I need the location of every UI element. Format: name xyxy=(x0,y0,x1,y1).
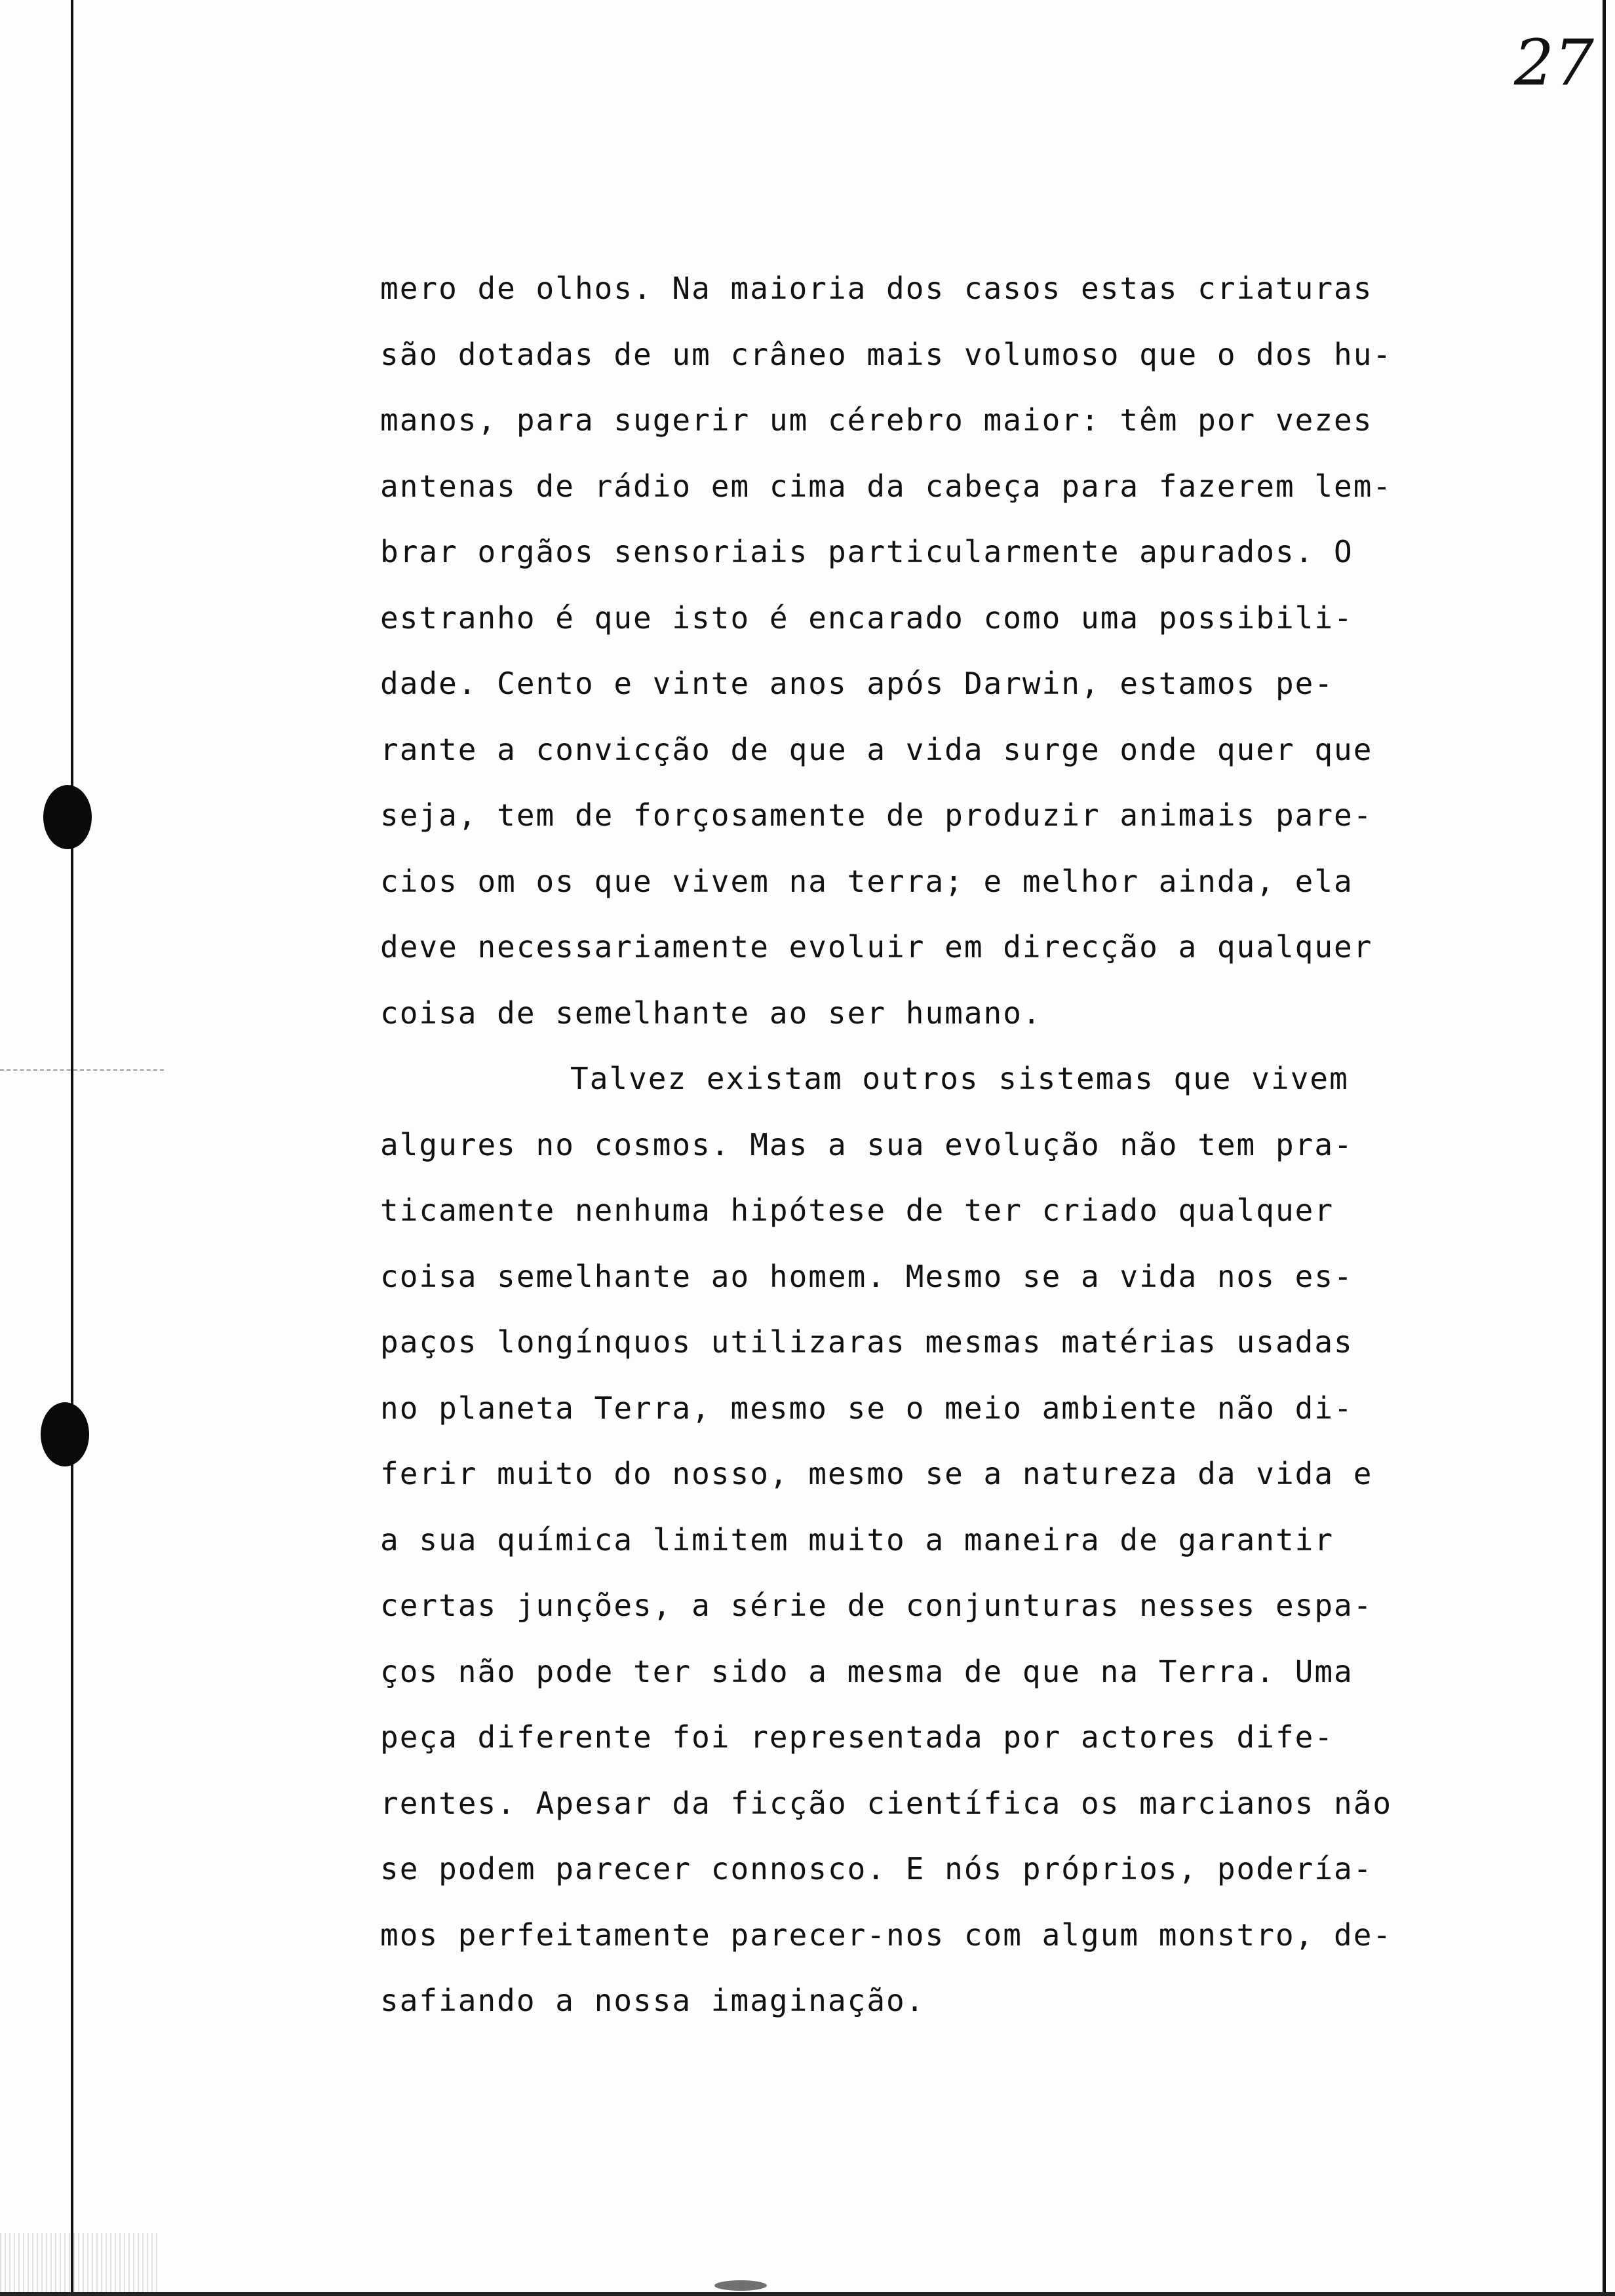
text-line: rante a convicção de que a vida surge onde quer que xyxy=(380,731,1373,767)
text-line: a sua química limitem muito a maneira de garantir xyxy=(380,1521,1334,1558)
punch-hole-top xyxy=(43,785,92,849)
text-line: certas junções, a série de conjunturas nesses espa- xyxy=(380,1588,1373,1623)
text-line: paços longínquos utilizaras mesmas matérias usadas xyxy=(380,1324,1353,1360)
text-line: coisa de semelhante ao ser humano. xyxy=(380,995,1042,1031)
text-line: no planeta Terra, mesmo se o meio ambiente não di- xyxy=(380,1390,1353,1426)
scan-bottom-edge xyxy=(0,2292,1615,2296)
scan-right-edge xyxy=(1603,0,1606,2296)
text-line: rentes. Apesar da ficção científica os marcianos não xyxy=(380,1785,1393,1821)
page-number: 27 xyxy=(1513,26,1594,100)
text-line: safiando a nossa imaginação. xyxy=(380,1983,925,2018)
typewritten-text xyxy=(380,256,1403,2034)
text-line: se podem parecer connosco. E nós próprios, podería- xyxy=(380,1851,1373,1886)
punch-hole-bottom xyxy=(41,1402,89,1466)
text-line: manos, para sugerir um cérebro maior: têm por vezes xyxy=(380,402,1373,438)
text-line: mero de olhos. Na maioria dos casos estas criaturas xyxy=(380,271,1373,306)
paragraph-start-line: Talvez existam outros sistemas que vivem xyxy=(570,1061,1349,1096)
text-line: algures no cosmos. Mas a sua evolução não tem pra- xyxy=(380,1126,1353,1162)
text-line: ticamente nenhuma hipótese de ter criado qualquer xyxy=(380,1193,1334,1228)
text-line: seja, tem de forçosamente de produzir animais pare- xyxy=(380,797,1373,833)
text-line: peça diferente foi representada por actores dife- xyxy=(380,1719,1334,1755)
text-line: são dotadas de um crâneo mais volumoso que o dos hu- xyxy=(380,336,1393,372)
text-line: dade. Cento e vinte anos após Darwin, estamos pe- xyxy=(380,666,1334,701)
fold-mark xyxy=(0,1069,164,1071)
text-line: coisa semelhante ao homem. Mesmo se a vida nos es- xyxy=(380,1258,1353,1294)
text-line: deve necessariamente evoluir em direcção a qualquer xyxy=(380,929,1373,965)
text-line: brar orgãos sensoriais particularmente apurados. O xyxy=(380,534,1353,569)
text-line: antenas de rádio em cima da cabeça para fazerem lem- xyxy=(380,468,1393,504)
text-line: ços não pode ter sido a mesma de que na Terra. Uma xyxy=(380,1653,1353,1689)
scan-smudge xyxy=(714,2280,767,2291)
text-line: estranho é que isto é encarado como uma possibili- xyxy=(380,600,1353,636)
text-line: ferir muito do nosso, mesmo se a natureza da vida e xyxy=(380,1456,1373,1491)
binder-edge-line xyxy=(71,0,73,2296)
text-line: cios om os que vivem na terra; e melhor ainda, ela xyxy=(380,863,1353,899)
text-line: mos perfeitamente parecer-nos com algum monstro, de- xyxy=(380,1917,1393,1953)
scan-noise xyxy=(0,2233,157,2292)
